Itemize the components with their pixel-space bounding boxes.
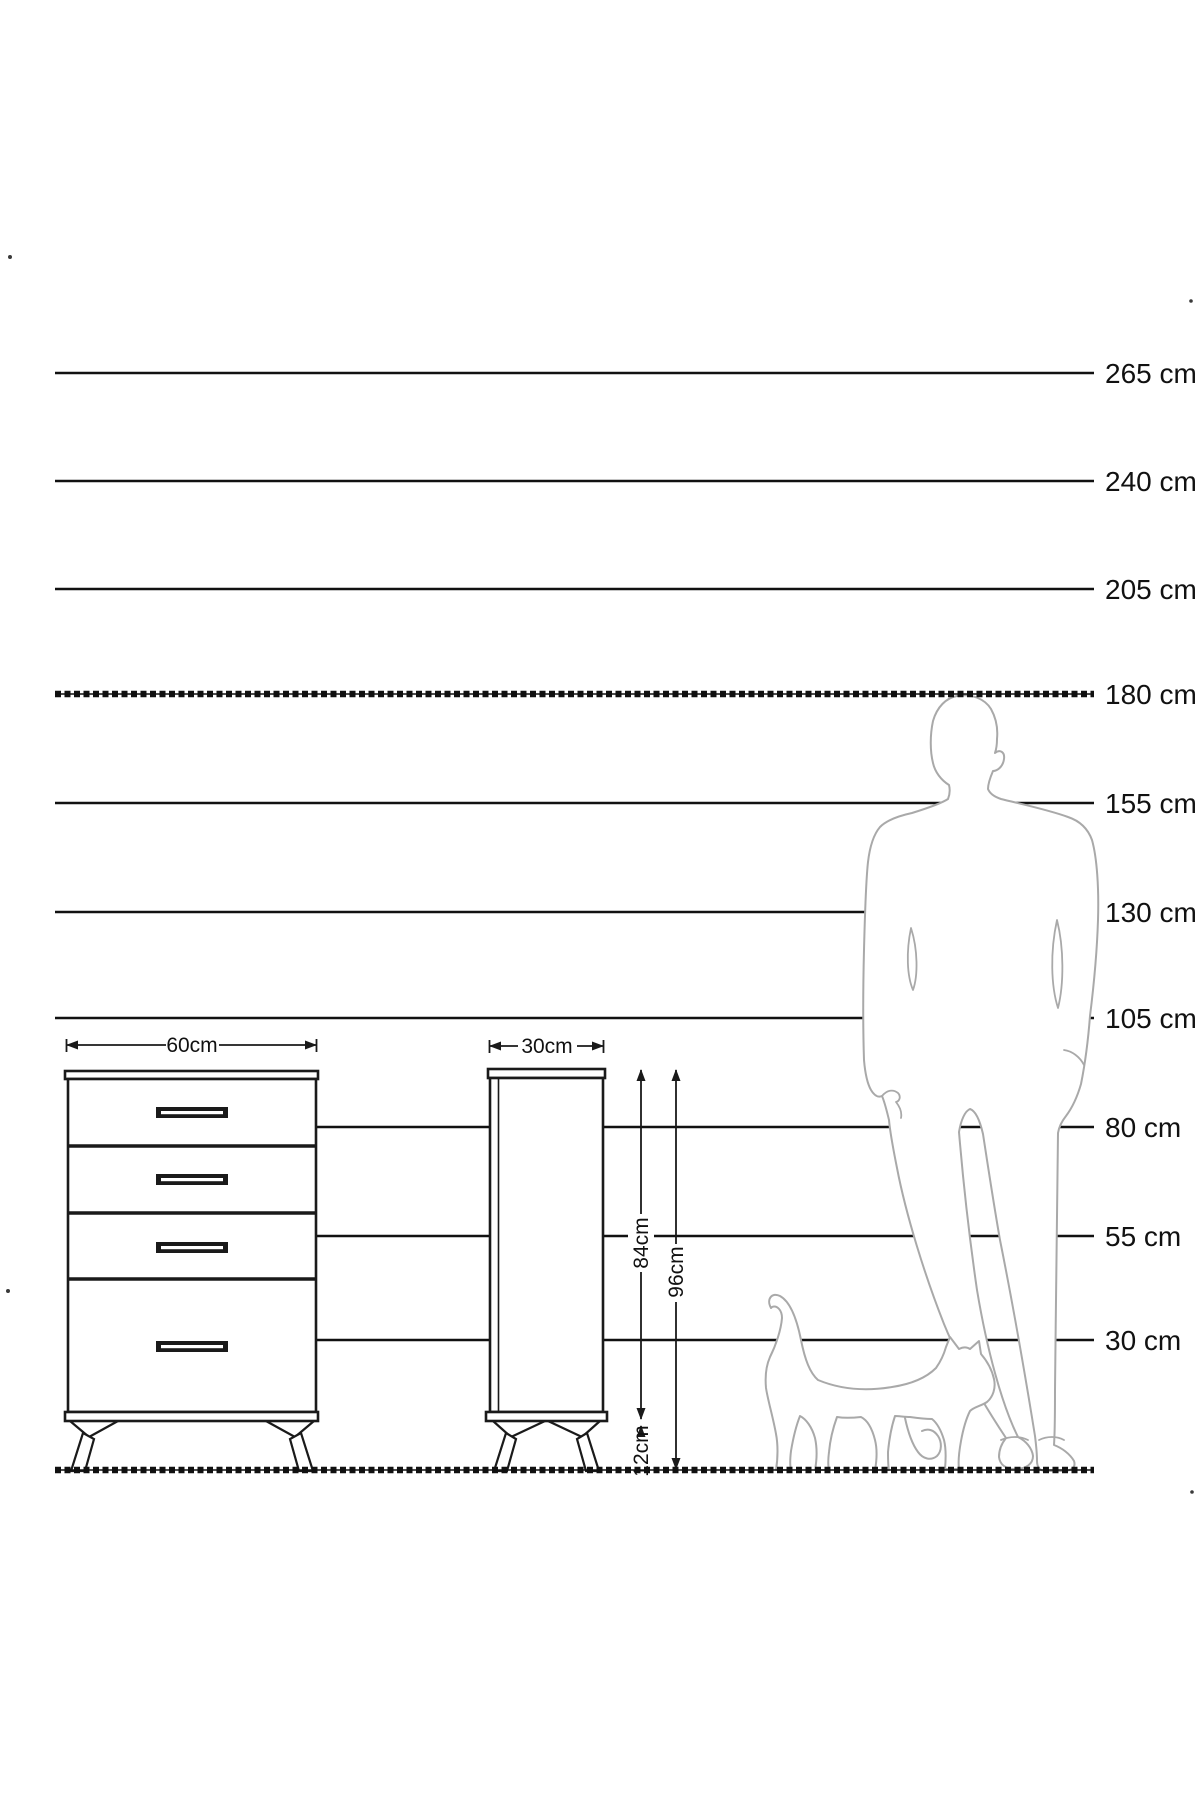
side-view-dresser <box>486 1069 607 1471</box>
arrow-up-icon <box>672 1069 681 1081</box>
ruler-label-80cm: 80 cm <box>1105 1112 1182 1143</box>
total-height-label: 96cm <box>665 1246 688 1298</box>
ruler-label-30cm: 30 cm <box>1105 1325 1182 1356</box>
arrow-left-icon <box>66 1041 78 1050</box>
leg-height-label: 12cm <box>630 1425 653 1477</box>
dimension-leg-height <box>628 1425 654 1477</box>
dimension-total-height <box>663 1069 689 1470</box>
ruler-label-265cm: 265 cm <box>1105 358 1197 389</box>
arrow-up-icon <box>637 1069 646 1081</box>
dimension-width-side <box>489 1035 604 1058</box>
cat-raised-leg <box>905 1418 941 1459</box>
artifact-dot <box>1190 1490 1194 1494</box>
side-top-board <box>488 1069 605 1078</box>
side-legs <box>493 1421 600 1471</box>
drawer-handle <box>156 1242 228 1253</box>
front-view-dresser <box>65 1071 318 1471</box>
artifact-dot <box>8 255 12 259</box>
ruler-label-105cm: 105 cm <box>1105 1003 1197 1034</box>
body-height-label: 84cm <box>630 1217 653 1269</box>
ruler-label-180cm: 180 cm <box>1105 679 1197 710</box>
front-legs <box>70 1421 314 1471</box>
drawer-handle <box>156 1174 228 1185</box>
ruler-label-240cm: 240 cm <box>1105 466 1197 497</box>
dimension-width-front <box>66 1034 317 1057</box>
arrow-left-icon <box>489 1042 501 1051</box>
side-width-label: 30cm <box>521 1035 573 1058</box>
side-bottom-board <box>486 1412 607 1421</box>
dimension-body-height <box>628 1069 654 1420</box>
ruler-label-55cm: 55 cm <box>1105 1221 1182 1252</box>
ruler-label-205cm: 205 cm <box>1105 574 1197 605</box>
ruler-label-130cm: 130 cm <box>1105 897 1197 928</box>
side-body <box>490 1078 603 1412</box>
arrow-right-icon <box>592 1042 604 1051</box>
front-width-label: 60cm <box>166 1034 218 1057</box>
ruler-label-155cm: 155 cm <box>1105 788 1197 819</box>
drawer-handle <box>156 1341 228 1352</box>
drawer-handle <box>156 1107 228 1118</box>
artifact-dot <box>6 1289 10 1293</box>
front-bottom-board <box>65 1412 318 1421</box>
artifact-dot <box>1189 299 1193 303</box>
arrow-down-icon <box>637 1408 646 1420</box>
arrow-right-icon <box>305 1041 317 1050</box>
